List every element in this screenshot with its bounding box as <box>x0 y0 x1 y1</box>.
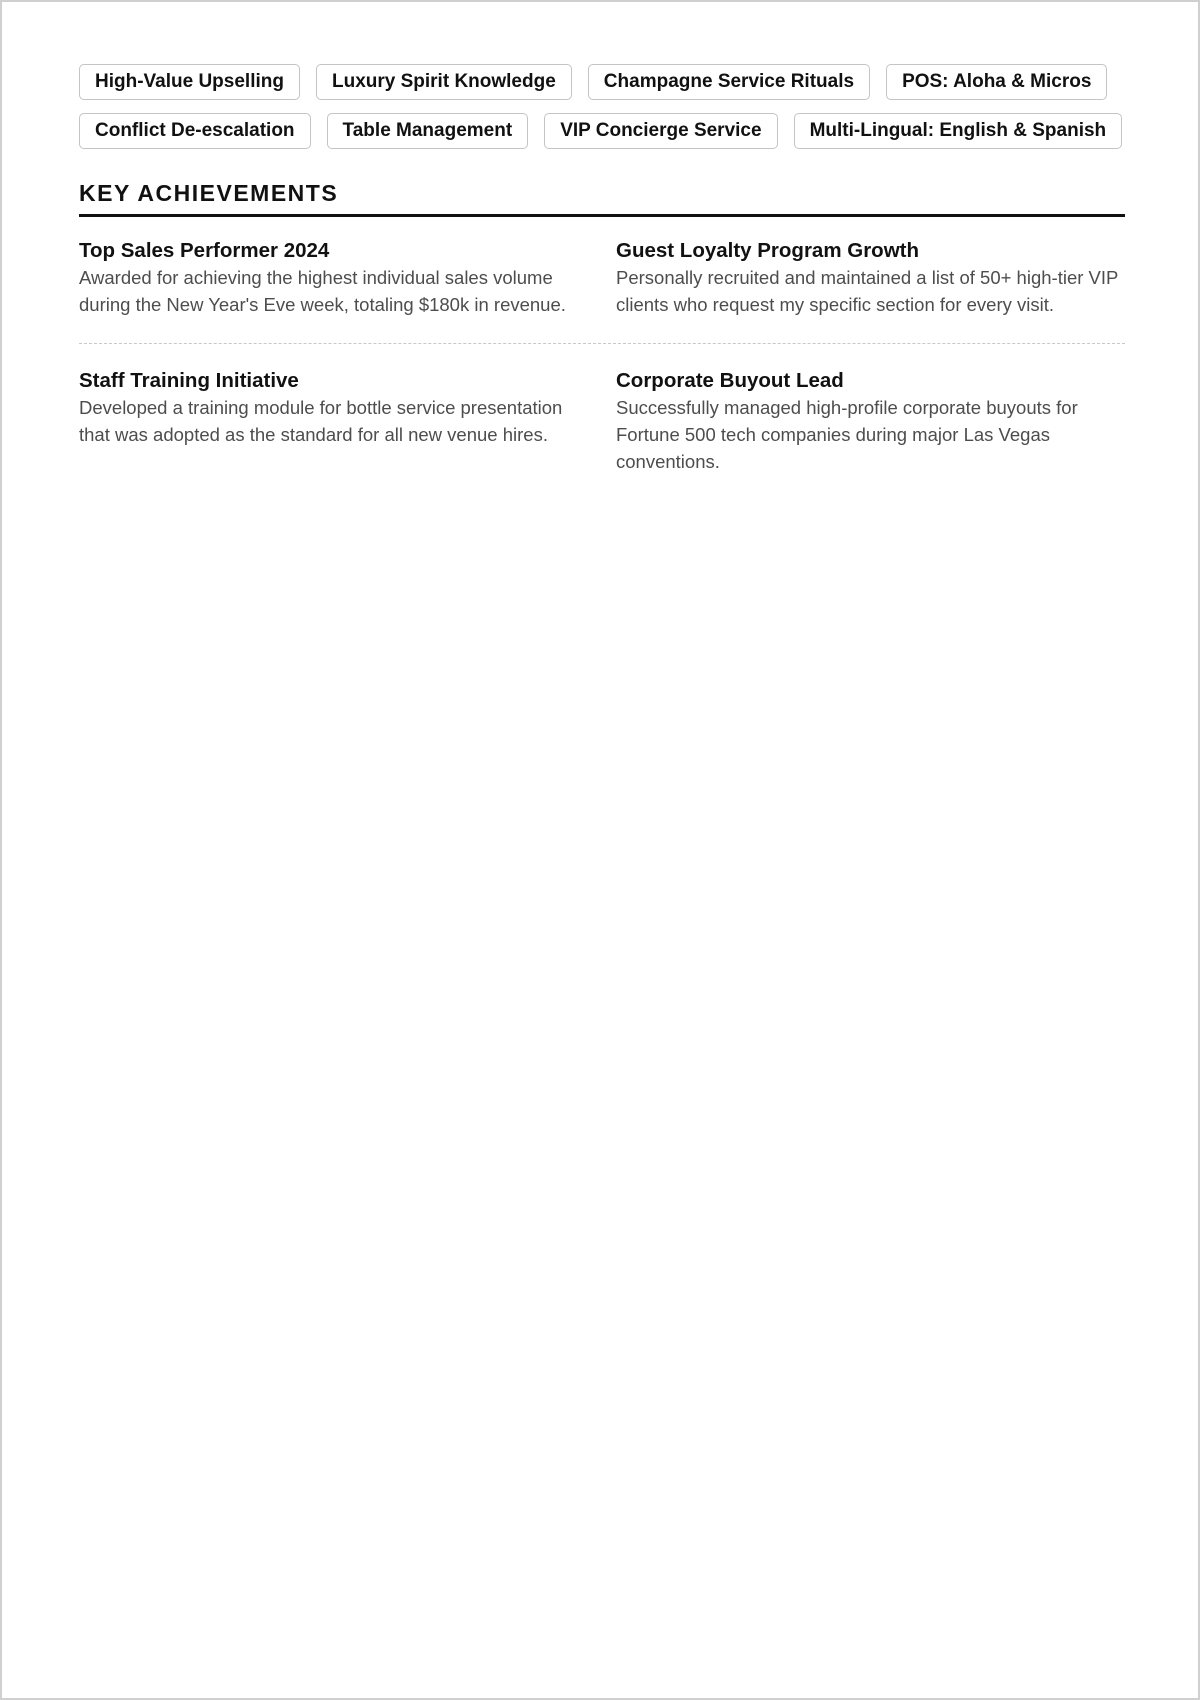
achievement-item <box>79 237 588 318</box>
achievement-description: Personally recruited and maintained a list of 50+ high-tier VIP clients who request my specific section for every visit. <box>616 267 1119 315</box>
achievement-title: Corporate Buyout Lead <box>616 369 844 392</box>
skill-tag: Champagne Service Rituals <box>588 64 870 100</box>
achievement-item <box>616 237 1125 318</box>
achievements-divider <box>79 343 1125 344</box>
achievement-description: Successfully managed high-profile corporate buyouts for Fortune 500 tech companies during major Las Vegas conventions. <box>616 397 1078 472</box>
skills-tag-list <box>79 64 1125 149</box>
skill-tag: Luxury Spirit Knowledge <box>316 64 572 100</box>
skill-tag: Conflict De-escalation <box>79 113 311 149</box>
skill-tag: Table Management <box>327 113 529 149</box>
achievement-item <box>616 367 1125 475</box>
heading-underline <box>79 214 1125 217</box>
achievements-row <box>79 237 1125 318</box>
skill-tag: Multi-Lingual: English & Spanish <box>794 113 1123 149</box>
achievement-item <box>79 367 588 475</box>
achievement-description: Developed a training module for bottle service presentation that was adopted as the standard for all new venue hires. <box>79 397 563 445</box>
achievements-row <box>79 367 1125 475</box>
skill-tag: POS: Aloha & Micros <box>886 64 1107 100</box>
achievement-title: Guest Loyalty Program Growth <box>616 239 919 262</box>
achievement-title: Top Sales Performer 2024 <box>79 239 330 262</box>
skill-tag: VIP Concierge Service <box>544 113 777 149</box>
achievement-title: Staff Training Initiative <box>79 369 299 392</box>
achievement-description: Awarded for achieving the highest individual sales volume during the New Year's Eve week, totaling $180k in revenue. <box>79 267 566 315</box>
key-achievements-heading: KEY ACHIEVEMENTS <box>79 180 339 206</box>
skill-tag: High-Value Upselling <box>79 64 300 100</box>
